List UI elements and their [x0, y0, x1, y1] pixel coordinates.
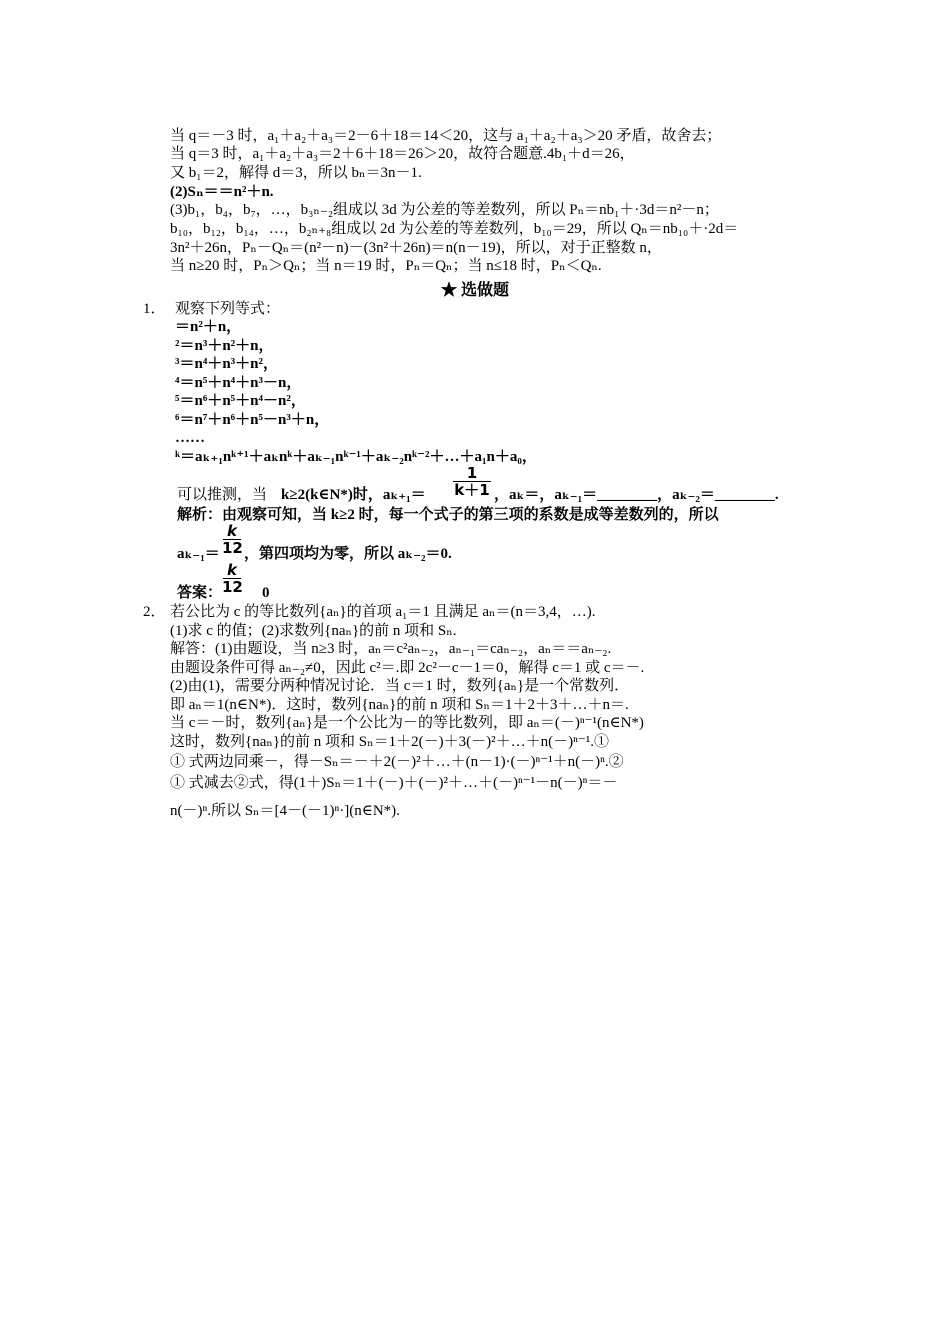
text-line: (3)b₁，b₄，b₇，…，b₃ₙ₋₂组成以 3d 为公差的等差数列，所以 Pₙ＝nb₁＋·3d＝n²－n；	[170, 202, 719, 218]
fraction-k-over-12	[222, 523, 242, 556]
text-line: (1)求 c 的值；(2)求数列{naₙ}的前 n 项和 Sₙ.	[170, 623, 457, 639]
text-line: ① 式两边同乘－，得－Sₙ＝－＋2(－)²＋…＋(n－1)·(－)ⁿ⁻¹＋n(－)ⁿ.②	[170, 754, 624, 770]
equation-line: ……	[175, 430, 205, 446]
text-line: b₁₀，b₁₂，b₁₄，…，b₂ₙ₊₈组成以 2d 为公差的等差数列，b₁₀＝29，所以 Qₙ＝nb₁₀＋·2d＝	[170, 221, 739, 237]
text-line: 当 c＝－时，数列{aₙ}是一个公比为－的等比数列，即 aₙ＝(－)ⁿ⁻¹(n∈N*)	[170, 715, 644, 731]
text-line: n(－)ⁿ.所以 Sₙ＝[4－(－1)ⁿ·](n∈N*).	[170, 803, 400, 819]
equation-line: ᵏ＝aₖ₊₁nᵏ⁺¹＋aₖnᵏ＋aₖ₋₁nᵏ⁻¹＋aₖ₋₂nᵏ⁻²＋…＋a₁n＋a₀，	[175, 449, 537, 465]
fraction-denominator: 12	[222, 539, 243, 557]
text-line: (2)Sₙ＝＝n²＋n.	[170, 184, 274, 200]
equation-line: ⁵＝n⁶＋n⁵＋n⁴－n²，	[175, 393, 306, 409]
text-line: 即 aₙ＝1(n∈N*)．这时，数列{naₙ}的前 n 项和 Sₙ＝1＋2＋3＋…＋n＝.	[170, 697, 629, 713]
equation-line: ⁴＝n⁵＋n⁴＋n³－n，	[175, 375, 302, 391]
text-line: 这时，数列{naₙ}的前 n 项和 Sₙ＝1＋2(－)＋3(－)²＋…＋n(－)ⁿ⁻¹.①	[170, 734, 609, 750]
section-title: ★ 选做题	[440, 282, 509, 299]
text-line: 又 b₁＝2，解得 d＝3，所以 bₙ＝3n－1.	[170, 165, 422, 181]
fraction-numerator: k	[227, 522, 237, 540]
answer-label: 答案：	[177, 585, 223, 601]
equation-line: ²＝n³＋n²＋n，	[175, 338, 274, 354]
analysis-line: 解析：由观察可知，当 k≥2 时，每一个式子的第三项的系数是成等差数列的，所以	[177, 507, 719, 523]
text-line: 当 n≥20 时，Pₙ＞Qₙ；当 n＝19 时，Pₙ＝Qₙ；当 n≤18 时，Pₙ＜Qₙ.	[170, 258, 602, 274]
text-line: 解答：(1)由题设，当 n≥3 时，aₙ＝c²aₙ₋₂，aₙ₋₁＝caₙ₋₂，aₙ＝＝aₙ₋₂.	[170, 641, 612, 657]
text-line: 3n²＋26n，Pₙ－Qₙ＝(n²－n)－(3n²＋26n)＝n(n－19)，所以，对于正整数 n，	[170, 240, 662, 256]
text-line: 由题设条件可得 aₙ₋₂≠0，因此 c²＝.即 2c²－c－1＝0，解得 c＝1 或 c＝－.	[170, 660, 645, 676]
text-line: 当 q＝3 时，a₁＋a₂＋a₃＝2＋6＋18＝26＞20，故符合题意.4b₁＋d＝26，	[170, 146, 635, 162]
analysis-formula: aₖ₋₁＝	[177, 546, 220, 562]
text-line: 若公比为 c 的等比数列{aₙ}的首项 a₁＝1 且满足 aₙ＝(n＝3,4，…).	[170, 604, 596, 620]
fraction-denominator: k＋1	[454, 481, 490, 499]
fraction-denominator: 12	[222, 578, 243, 596]
equation-line: ³＝n⁴＋n³＋n²，	[175, 356, 279, 372]
equation-line: ⁶＝n⁷＋n⁶＋n⁵－n³＋n，	[175, 412, 330, 428]
analysis-conclusion: ，第四项均为零，所以 aₖ₋₂＝0.	[244, 546, 452, 562]
fraction-1-over-k-plus-1	[452, 465, 492, 498]
fraction-numerator: 1	[466, 464, 478, 482]
question-intro: 观察下列等式：	[175, 301, 281, 317]
inference-condition: k≥2(k∈N*)时，aₖ₊₁＝	[281, 487, 426, 503]
fraction-numerator: k	[227, 561, 237, 579]
question-number: 2．	[143, 604, 166, 620]
text-line: 当 q＝－3 时，a₁＋a₂＋a₃＝2－6＋18＝14＜20，这与 a₁＋a₂＋a₃＞20 矛盾，故舍去；	[170, 128, 722, 144]
text-line: (2)由(1)，需要分两种情况讨论．当 c＝1 时，数列{aₙ}是一个常数列．	[170, 678, 630, 694]
text-line: ① 式减去②式，得(1＋)Sₙ＝1＋(－)＋(－)²＋…＋(－)ⁿ⁻¹－n(－)ⁿ＝－	[170, 775, 618, 791]
equation-line: ＝n²＋n，	[175, 319, 242, 335]
answer-value: 0	[262, 585, 270, 601]
fraction-k-over-12-answer	[222, 562, 242, 595]
question-number: 1．	[143, 301, 166, 317]
inference-blanks: ，aₖ＝，aₖ₋₁＝________，aₖ₋₂＝________.	[494, 487, 779, 503]
inference-prefix: 可以推测，当	[177, 487, 268, 503]
